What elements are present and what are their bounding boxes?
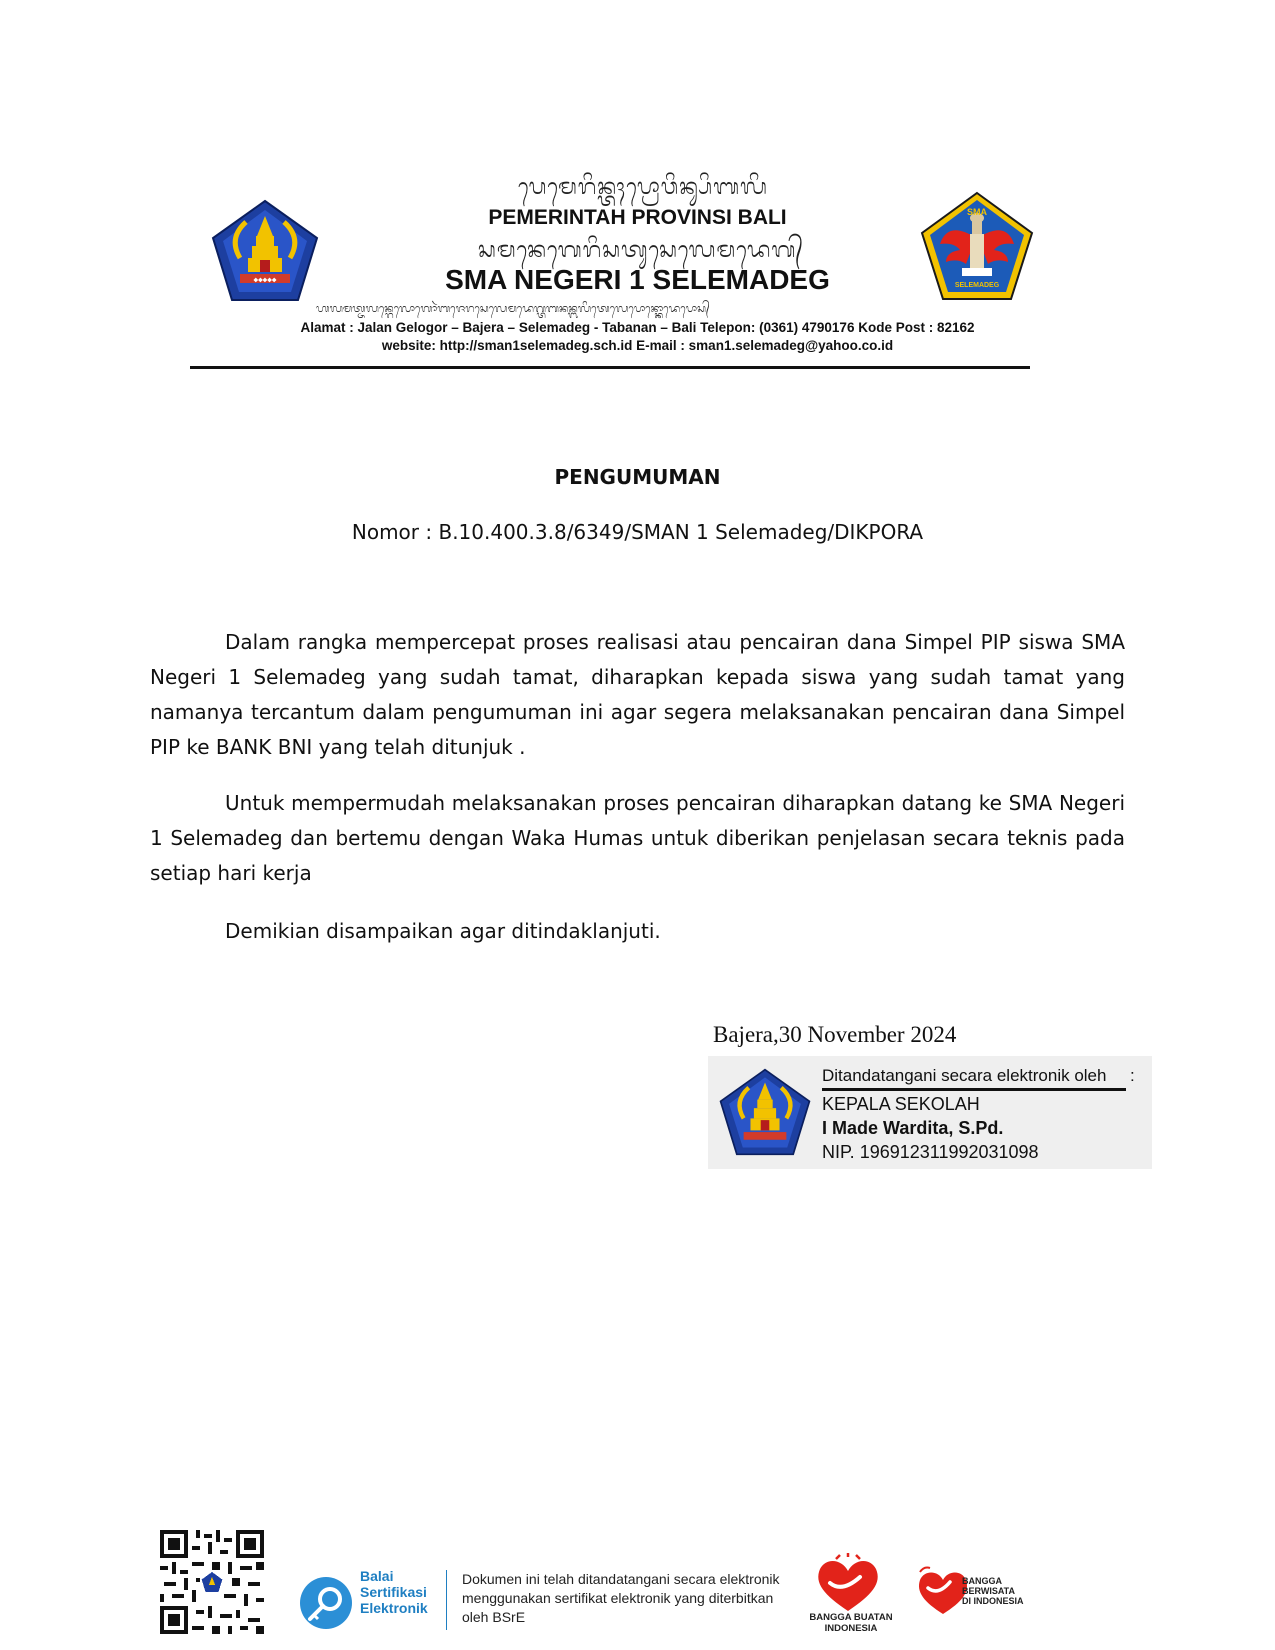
signature-bali-emblem bbox=[718, 1062, 812, 1162]
qr-code-icon bbox=[160, 1530, 264, 1634]
signature-caption-colon: : bbox=[1130, 1066, 1135, 1085]
bbwi-text-line-3: DI INDONESIA bbox=[962, 1596, 1024, 1606]
emblem-text-bottom: SELEMADEG bbox=[954, 282, 1000, 289]
letterhead-divider bbox=[190, 366, 1030, 369]
province-title: PEMERINTAH PROVINSI BALI bbox=[488, 206, 787, 229]
bbi-text-line-1: BANGGA BUATAN bbox=[809, 1612, 893, 1623]
balinese-script-school: ᬲᬫᬦᬾᬕᬾᬭᬶᬲᬢᬸᬲᬾᬮᬾᬫᬤᬾᬕ᭄ bbox=[478, 238, 805, 263]
bsre-logo-icon bbox=[298, 1575, 354, 1631]
balinese-script-province: ᬧᬾᬫᬾᬭᬶᬦ᭄ᬢᬄᬧ᭄ᬭᭀᬯᬶᬦ᭄ᬲᬶᬩᬮᬶ bbox=[518, 175, 768, 200]
document-number: Nomor : B.10.400.3.8/6349/SMAN 1 Selemadeg/DIKPORA bbox=[351, 520, 924, 544]
bsre-signature-note: Dokumen ini telah ditandatangani secara elektronik menggunakan sertifikat elektronik yang diterbitkan oleh BSrE bbox=[462, 1571, 780, 1625]
emblem-text-top: SMA bbox=[967, 207, 987, 217]
paragraph-3: Demikian disampaikan agar ditindaklanjuti. bbox=[225, 919, 661, 943]
bangga-berwisata-text bbox=[962, 1576, 1024, 1606]
bbwi-text-line-1: BANGGA bbox=[962, 1576, 1002, 1586]
bangga-buatan-indonesia-heart-icon bbox=[810, 1553, 886, 1617]
signer-name: I Made Wardita, S.Pd. bbox=[822, 1118, 1004, 1138]
signature-place-date: Bajera,30 November 2024 bbox=[713, 1022, 957, 1047]
signer-nip: NIP. 196912311992031098 bbox=[822, 1142, 1039, 1162]
balinese-script-address: ᬳᬮᬫᬢ᭄ᬚᬮᬦ᭄ᬕᬾᬮᭀᬕᭀᬃᬩᬚᬾᬭᬲᬾᬮᬾᬫᬤᬾᬕ᭄ᬢᬩᬦᬦ᭄ᬩᬮᬶᬢᬾᬮᬾᬧᭀᬦ᭄ᬓᭀᬤᬾᬧᭀᬲ᭄ bbox=[316, 302, 710, 315]
bsre-name-line-1: Balai bbox=[360, 1568, 394, 1584]
bsre-name-line-3: Elektronik bbox=[360, 1600, 428, 1616]
document-title: PENGUMUMAN bbox=[554, 465, 721, 489]
paragraph-2: Untuk mempermudah melaksanakan proses pencairan diharapkan datang ke SMA Negeri 1 Selemadeg dan bertemu dengan Waka Humas untuk diberikan penjelasan secara teknis pada setiap hari kerja bbox=[150, 791, 1125, 885]
signer-position: KEPALA SEKOLAH bbox=[822, 1094, 980, 1114]
bangga-buatan-indonesia-text bbox=[806, 1612, 896, 1634]
svg-text:◆◆◆◆◆: ◆◆◆◆◆ bbox=[253, 276, 277, 284]
signature-caption: Ditandatangani secara elektronik oleh bbox=[822, 1066, 1107, 1085]
signature-caption-underline bbox=[822, 1088, 1126, 1091]
school-title: SMA NEGERI 1 SELEMADEG bbox=[445, 264, 830, 295]
bsre-name-line-2: Sertifikasi bbox=[360, 1584, 427, 1600]
bbi-text-line-2: INDONESIA bbox=[824, 1623, 878, 1634]
school-contact: website: http://sman1selemadeg.sch.id E-mail : sman1.selemadeg@yahoo.co.id bbox=[381, 338, 894, 353]
bsre-name bbox=[360, 1568, 428, 1616]
paragraph-1: Dalam rangka mempercepat proses realisasi atau pencairan dana Simpel PIP siswa SMA Negeri 1 Selemadeg yang sudah tamat, diharapkan kepada siswa yang sudah tamat yang namanya tercantum dalam pengumuman ini agar segera melaksanakan pencairan dana Simpel PIP ke BANK BNI yang telah ditunjuk . bbox=[150, 630, 1125, 759]
school-address: Alamat : Jalan Gelogor – Bajera – Selemadeg - Tabanan – Bali Telepon: (0361) 4790176 Kode Post : 82162 bbox=[300, 320, 975, 335]
bbwi-text-line-2: BERWISATA bbox=[962, 1586, 1015, 1596]
bsre-divider bbox=[446, 1570, 447, 1630]
